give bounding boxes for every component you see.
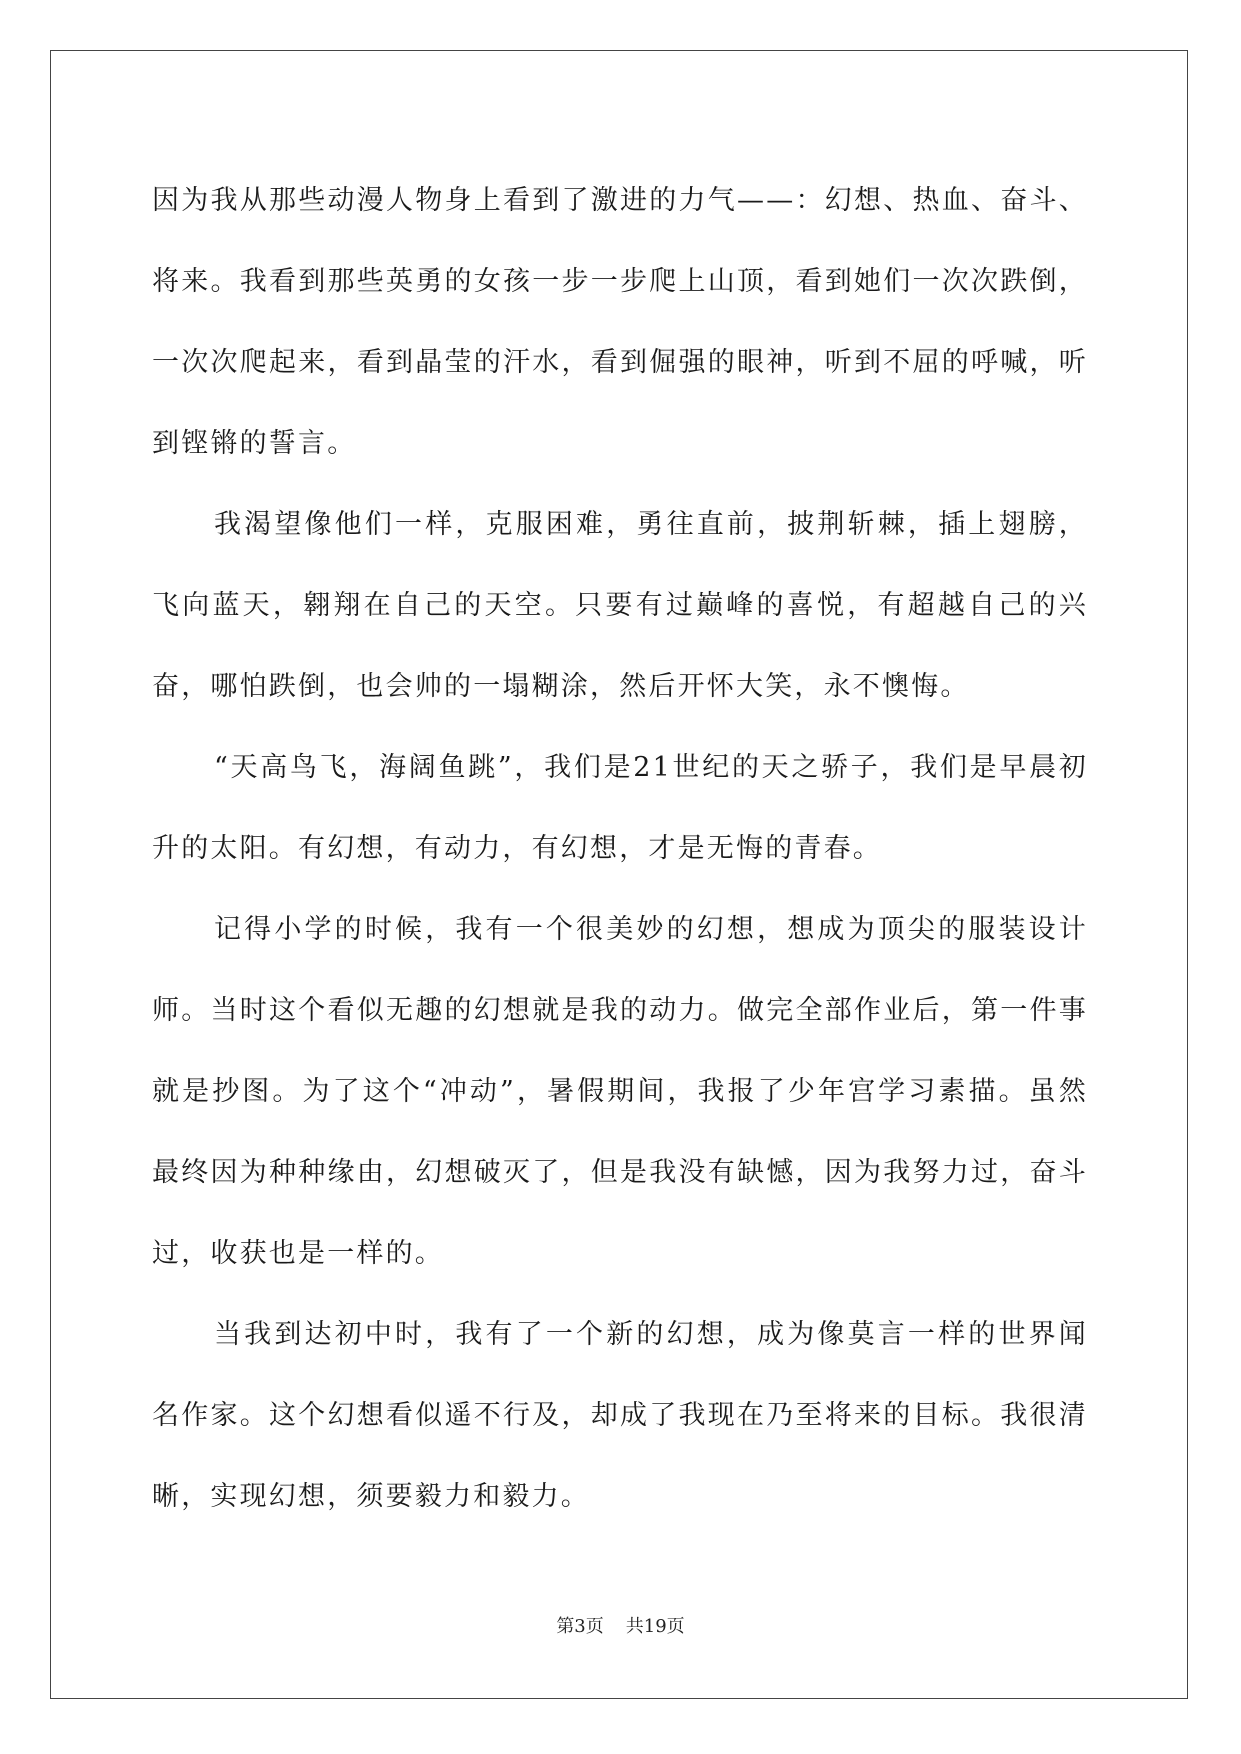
paragraph-5: 当我到达初中时，我有了一个新的幻想，成为像莫言一样的世界闻名作家。这个幻想看似遥不行及，却成了我现在乃至将来的目标。我很清晰，实现幻想，须要毅力和毅力。 xyxy=(152,1319,1088,1512)
paragraph-1: 因为我从那些动漫人物身上看到了激进的力气——：幻想、热血、奋斗、将来。我看到那些英勇的女孩一步一步爬上山顶，看到她们一次次跌倒，一次次爬起来，看到晶莹的汗水，看到倔强的眼神，听到不屈的呼喊，听到铿锵的誓言。 xyxy=(152,185,1088,459)
paragraph-4: 记得小学的时候，我有一个很美妙的幻想，想成为顶尖的服装设计师。当时这个看似无趣的幻想就是我的动力。做完全部作业后，第一件事就是抄图。为了这个“冲动”，暑假期间，我报了少年宫学习素描。虽然最终因为种种缘由，幻想破灭了，但是我没有缺憾，因为我努力过，奋斗过，收获也是一样的。 xyxy=(152,914,1088,1269)
page-total: 共19页 xyxy=(625,1616,685,1637)
document-body xyxy=(152,160,1088,1537)
page-footer xyxy=(0,1612,1241,1638)
page-number: 第3页 xyxy=(556,1616,604,1637)
paragraph-3: “天高鸟飞，海阔鱼跳”，我们是21世纪的天之骄子，我们是早晨初升的太阳。有幻想，有动力，有幻想，才是无悔的青春。 xyxy=(152,752,1088,864)
paragraph-2: 我渴望像他们一样，克服困难，勇往直前，披荆斩棘，插上翅膀，飞向蓝天，翱翔在自己的天空。只要有过巅峰的喜悦，有超越自己的兴奋，哪怕跌倒，也会帅的一塌糊涂，然后开怀大笑，永不懊悔。 xyxy=(152,509,1088,702)
